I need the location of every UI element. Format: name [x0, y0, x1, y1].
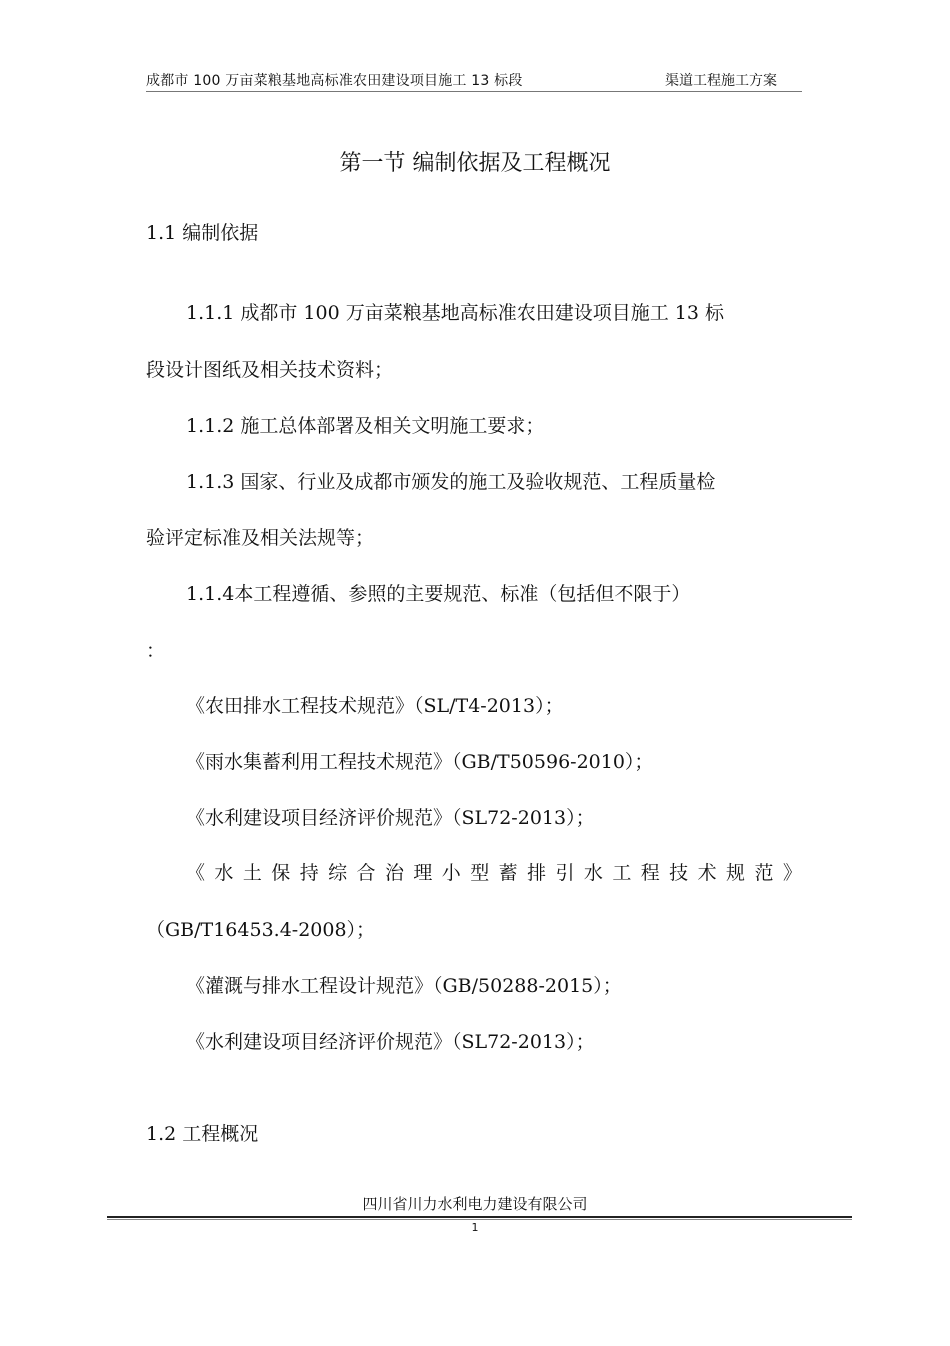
standard-item-glyph: 型 [470, 862, 490, 884]
standard-item-glyph: 水 [583, 862, 603, 884]
standard-item-glyph: 合 [356, 862, 376, 884]
item-1-1-4-line2: ： [146, 640, 166, 662]
page-number: 1 [471, 1221, 479, 1234]
standard-item-glyph: 技 [669, 862, 689, 884]
header-project-name: 成都市 100 万亩菜粮基地高标准农田建设项目施工 13 标段 [146, 73, 523, 89]
item-1-1-2: 1.1.2 施工总体部署及相关文明施工要求； [186, 415, 545, 437]
standard-item-glyph: 规 [726, 862, 746, 884]
standard-item-glyph: 小 [441, 862, 461, 884]
standard-item-glyph: 持 [299, 862, 319, 884]
standard-item-glyph: 范 [754, 862, 774, 884]
item-1-1-3-line2: 验评定标准及相关法规等； [146, 527, 375, 549]
heading-1-1: 1.1 编制依据 [146, 222, 259, 244]
standard-item-glyph: 理 [413, 862, 433, 884]
standard-item-glyph: 排 [527, 862, 547, 884]
standard-item-justified [186, 858, 802, 885]
footer-divider [107, 1216, 852, 1218]
standard-item-glyph: 》 [782, 862, 802, 884]
item-1-1-1-line2: 段设计图纸及相关技术资料； [146, 359, 394, 381]
standard-item-glyph: 保 [271, 862, 291, 884]
header-divider [146, 91, 802, 92]
standard-item: 《灌溉与排水工程设计规范》（GB/50288-2015）； [186, 975, 622, 997]
section-title: 第一节 编制依据及工程概况 [339, 151, 611, 176]
standard-item-glyph: 工 [612, 862, 632, 884]
standard-item-glyph: 程 [640, 862, 660, 884]
standard-item-glyph: 治 [384, 862, 404, 884]
standard-item-glyph: 引 [555, 862, 575, 884]
standard-item-glyph: 术 [697, 862, 717, 884]
standard-item-glyph: 蓄 [498, 862, 518, 884]
heading-1-2: 1.2 工程概况 [146, 1123, 259, 1145]
standard-item: 《水利建设项目经济评价规范》（SL72-2013）； [186, 1031, 595, 1053]
item-1-1-4-line1: 1.1.4本工程遵循、参照的主要规范、标准（包括但不限于） [186, 583, 691, 605]
standard-item: 《雨水集蓄利用工程技术规范》（GB/T50596-2010）； [186, 751, 654, 773]
footer-divider-thin [107, 1219, 852, 1220]
standard-item: 《农田排水工程技术规范》（SL/T4-2013）； [186, 695, 564, 717]
item-1-1-1-line1: 1.1.1 成都市 100 万亩菜粮基地高标准农田建设项目施工 13 标 [186, 302, 724, 324]
header-doc-type: 渠道工程施工方案 [665, 73, 777, 89]
standard-item-glyph: 土 [242, 862, 262, 884]
standard-item-glyph: 《 [186, 862, 206, 884]
standard-item-glyph: 水 [214, 862, 234, 884]
standard-item-glyph: 综 [328, 862, 348, 884]
standard-item: 《水利建设项目经济评价规范》（SL72-2013）； [186, 807, 595, 829]
item-1-1-3-line1: 1.1.3 国家、行业及成都市颁发的施工及验收规范、工程质量检 [186, 471, 716, 493]
standard-item-code: （GB/T16453.4-2008）； [146, 919, 376, 941]
footer-company-name: 四川省川力水利电力建设有限公司 [362, 1195, 588, 1213]
